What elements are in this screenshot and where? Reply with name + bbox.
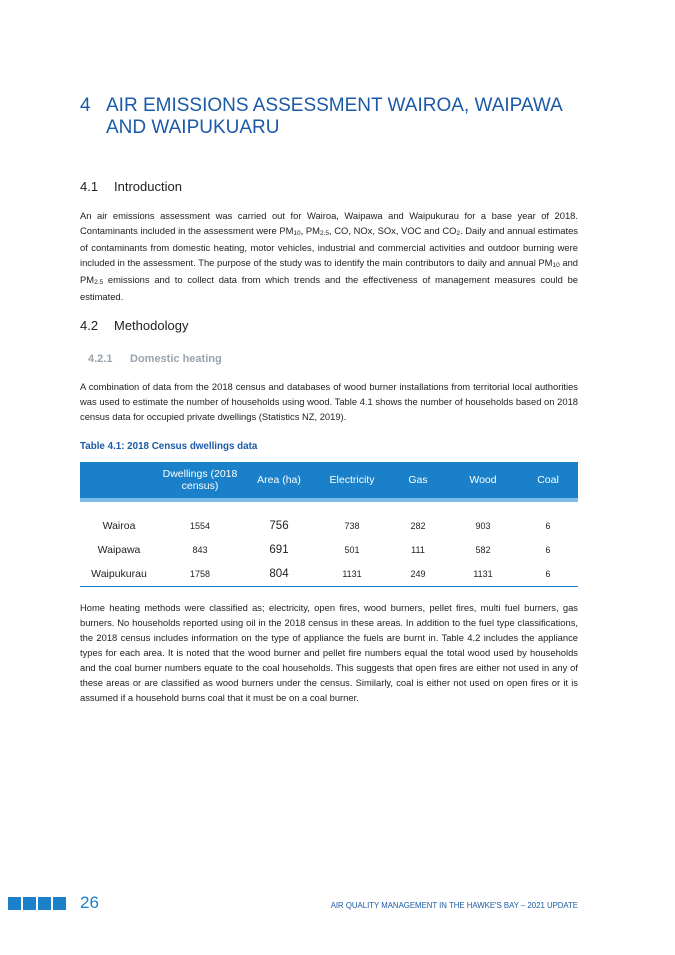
methodology-heading	[80, 318, 188, 333]
table-cell: 501	[344, 545, 360, 555]
table-header-cell: Electricity	[316, 462, 388, 500]
page-number: 26	[80, 893, 99, 912]
table-header-cell	[80, 462, 158, 500]
table-cell: 111	[411, 545, 425, 555]
footer-square	[38, 897, 51, 910]
table-row	[80, 514, 578, 538]
heating-methods-paragraph: Home heating methods were classified as; electricity, open fires, wood burners, pellet fires, multi fuel burners, gas burners. No households reported using oil in the 2018 census in these areas. In addition to the fuel type classifications, the 2018 census includes information on the type of appliance the fuels are burnt in. Table 4.2 includes the appliance types for each area. It is noted that the wood burner and pellet fire numbers equal the total wood used by households and the coal burner numbers equate to the coal households. This suggests that open fires are either not used in any of these areas or are classified as wood burners under the census. Similarly, coal is either not used on open fires or it is assumed if a household burns coal that it must be on a coal burner.	[80, 602, 578, 703]
footer-decoration	[8, 897, 68, 915]
footer-square	[53, 897, 66, 910]
table-cell: 843	[192, 545, 208, 555]
census-dwellings-table	[80, 462, 578, 587]
table-cell: 804	[242, 562, 316, 587]
table-row	[80, 562, 578, 587]
table-cell: 691	[269, 544, 289, 556]
footer-square	[8, 897, 21, 910]
table-cell: Waipawa	[97, 544, 141, 556]
table-cell: 282	[410, 521, 426, 531]
domestic-heating-heading	[88, 353, 222, 365]
table-header-cell: Coal	[518, 462, 578, 500]
table-header-row	[80, 462, 578, 500]
section-number: 4	[80, 95, 91, 116]
footer-title: AIR QUALITY MANAGEMENT IN THE HAWKE'S BAY – 2021 UPDATE	[330, 901, 578, 910]
table-cell: 903	[475, 521, 491, 531]
table-cell: 1131	[316, 562, 388, 587]
table-cell: 1758	[158, 562, 242, 587]
table-header-cell: Dwellings (2018 census)	[158, 462, 242, 500]
table-header-cell: Gas	[388, 462, 448, 500]
table-cell: 738	[344, 521, 360, 531]
table-cell: 756	[269, 520, 289, 532]
table-cell: Wairoa	[102, 520, 136, 532]
domestic-heating-title: Domestic heating	[130, 353, 222, 365]
methodology-paragraph: A combination of data from the 2018 census and databases of wood burner installations from territorial local authorities was used to estimate the number of households using wood. Table 4.1 shows the number of households based on 2018 census data for occupied private dwellings (Statistics NZ, 2019).	[80, 381, 578, 422]
table-cell: Waipukurau	[80, 562, 158, 587]
table-cell: 582	[475, 545, 491, 555]
table-cell: 6	[518, 562, 578, 587]
table-cell: 1554	[189, 521, 211, 531]
domestic-heating-number: 4.2.1	[88, 353, 113, 365]
table-header-cell: Area (ha)	[242, 462, 316, 500]
table-caption: Table 4.1: 2018 Census dwellings data	[80, 441, 258, 452]
footer-square	[23, 897, 36, 910]
table-cell: 6	[545, 545, 551, 555]
methodology-number: 4.2	[80, 318, 99, 333]
section-title: AIR EMISSIONS ASSESSMENT WAIROA, WAIPAWA AND WAIPUKUARU	[106, 95, 562, 138]
table-row	[80, 538, 578, 562]
table-cell: 6	[545, 521, 551, 531]
table-header-cell: Wood	[448, 462, 518, 500]
table-cell: 1131	[448, 562, 518, 587]
table-spacer	[80, 500, 578, 514]
intro-title: Introduction	[114, 179, 182, 194]
intro-paragraph: An air emissions assessment was carried out for Wairoa, Waipawa and Waipukurau for a base year of 2018. Contaminants included in the assessment were $PM_{10}$, $PM_{2.5}$, CO, NOx, SOx, VOC and $CO_2$. Daily and annual estimates of contaminants from domestic heating, motor vehicles, industrial and commercial activities and outdoor burning were included in the assessment. The purpose of the study was to identify the main contributors to daily and annual $PM_{10}$ and $PM_{2.5}$ emissions and to collect data from which trends and the effectiveness of management measures could be estimated.	[80, 210, 578, 302]
methodology-title: Methodology	[114, 318, 189, 333]
table-cell: 249	[388, 562, 448, 587]
intro-number: 4.1	[80, 179, 99, 194]
intro-heading	[80, 179, 182, 194]
